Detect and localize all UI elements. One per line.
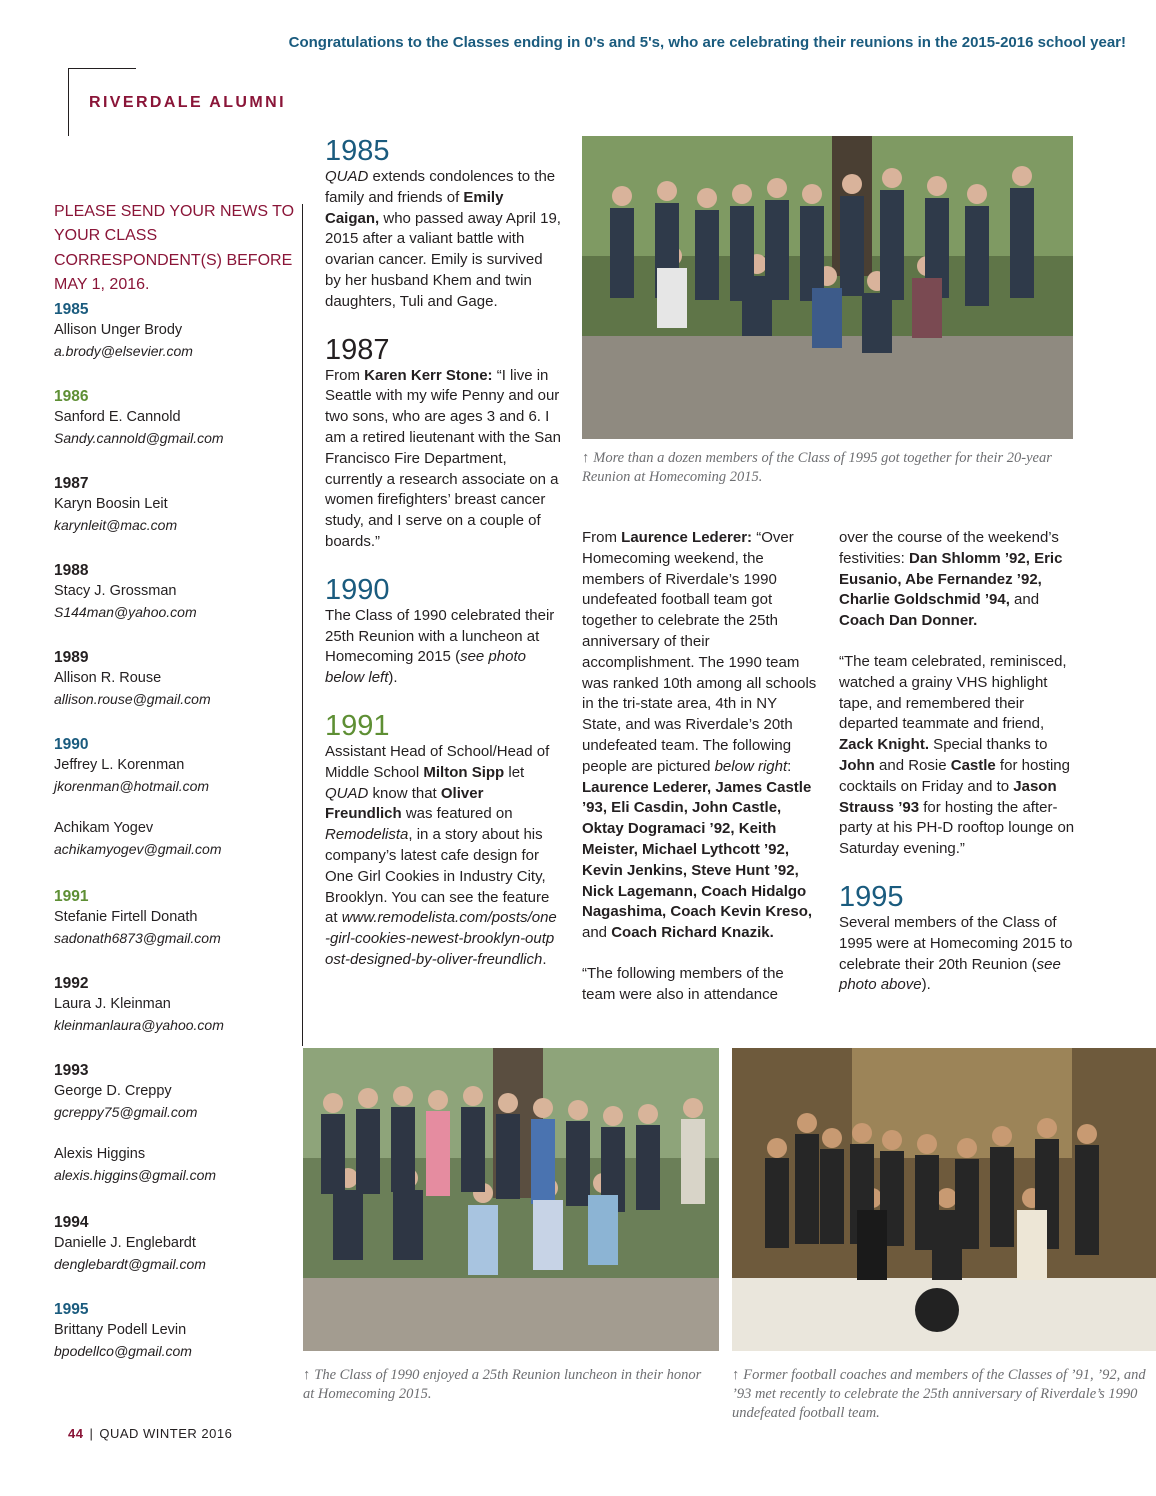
- feature-url: www.remodelista.com/posts/one-girl-cookies-newest-brooklyn-outpost-designed-by-oliver-freundlich: [325, 909, 557, 968]
- page-footer: [68, 1426, 232, 1441]
- correspondent-email[interactable]: S144man@yahoo.com: [54, 604, 197, 620]
- up-arrow-icon: ↑: [732, 1367, 740, 1383]
- class-1991-news: 1991 Assistant Head of School/Head of Middle School Milton Sipp let QUAD know that Oliver Freundlich was featured on Remodelista, in a story about his company’s latest cafe design for One Girl Cookies in Industry City, Brooklyn. You can see the feature at www.remodelista.com/posts/one-girl-cookies-newest-brooklyn-outpost-designed-by-oliver-freundlich.: [325, 711, 561, 971]
- correspondent: [54, 1144, 216, 1186]
- correspondent-year: 1992: [54, 975, 89, 992]
- correspondent-entry: [54, 560, 294, 647]
- bottom-right-caption: ↑ Former football coaches and members of the Classes of ’91, ’92, and ’93 met recently to celebrate the 25th anniversary of Riverdale’s 1990 undefeated football team.: [732, 1367, 1146, 1421]
- bottom-left-caption: ↑ The Class of 1990 enjoyed a 25th Reunion luncheon in their honor at Homecoming 2015.: [303, 1367, 702, 1402]
- correspondent: [54, 1320, 192, 1362]
- sidebar-message: PLEASE SEND YOUR NEWS TO YOUR CLASS CORRESPONDENT(S) BEFORE MAY 1, 2016.: [54, 203, 295, 294]
- correspondent-name: Brittany Podell Levin: [54, 1322, 187, 1338]
- class-of-1995-photo: [582, 136, 1073, 439]
- class-1985-news: 1985 QUAD extends condolences to the family and friends of Emily Caigan, who passed away April 19, 2015 after a valiant battle with ovarian cancer. Emily is survived by her husband Khem and twin daughters, Tuli and Gage.: [325, 135, 561, 310]
- correspondent-entry: [54, 1299, 294, 1386]
- correspondent-name: Sanford E. Cannold: [54, 409, 181, 425]
- correspondent-email[interactable]: karynleit@mac.com: [54, 517, 178, 533]
- correspondent-name: Jeffrey L. Korenman: [54, 757, 185, 773]
- column-2: From Laurence Lederer: “Over Homecoming weekend, the members of Riverdale’s 1990 undefeated football team got together to celebrate the 25th anniversary of their accomplishment. The 1990 team was ranked 10th among all schools in the tri-state area, 4th in NY State, and was Riverdale’s 20th undefeated team. The following people are pictured below right: Laurence Lederer, James Castle ’93, Eli Casdin, John Castle, Oktay Dogramaci ’92, Keith Meister, Michael Lythcott ’92, Kevin Jenkins, Steve Hunt ’92, Nick Lagemann, Coach Hidalgo Nagashima, Coach Kevin Kreso, and Coach Richard Knazik. “The following members of the team were also in attendance: [582, 529, 817, 1003]
- correspondent-name: Danielle J. Englebardt: [54, 1235, 196, 1251]
- sidebar-divider: [302, 204, 303, 1046]
- correspondent-entry: [54, 734, 294, 886]
- column-1: [325, 136, 561, 971]
- year-heading-1995: 1995: [839, 880, 904, 913]
- section-label: RIVERDALE ALUMNI: [89, 94, 286, 111]
- correspondent-year: 1986: [54, 388, 89, 405]
- quad-title: QUAD: [325, 168, 369, 185]
- correspondent: [54, 1233, 206, 1275]
- correspondent: [54, 407, 224, 449]
- class-1995-news: 1995 Several members of the Class of 1995 were at Homecoming 2015 to celebrate their 20th Reunion (see photo above).: [839, 882, 1075, 996]
- correspondent: [54, 907, 221, 949]
- top-photo-caption: ↑ More than a dozen members of the Class of 1995 got together for their 20-year Reunion at Homecoming 2015.: [582, 450, 1052, 485]
- up-arrow-icon: ↑: [582, 450, 590, 466]
- correspondent-email[interactable]: sadonath6873@gmail.com: [54, 930, 221, 946]
- team-names: Laurence Lederer, James Castle ’93, Eli Casdin, John Castle, Oktay Dogramaci ’92, Keith Meister, Michael Lythcott ’92, Kevin Jenkins, Steve Hunt ’92, Nick Lagemann, Coach Hidalgo Nagashima, Coach Kevin Kreso,: [582, 778, 813, 921]
- publication-title: QUAD WINTER 2016: [99, 1426, 233, 1441]
- correspondent-name: George D. Creppy: [54, 1083, 172, 1099]
- correspondent-email[interactable]: alexis.higgins@gmail.com: [54, 1167, 217, 1183]
- correspondent-email[interactable]: a.brody@elsevier.com: [54, 343, 193, 359]
- correspondent-entry: [54, 386, 294, 473]
- correspondent-name: Laura J. Kleinman: [54, 996, 171, 1012]
- up-arrow-icon: ↑: [303, 1367, 311, 1383]
- person-name: Emily Caigan,: [325, 188, 504, 227]
- correspondent-email[interactable]: gcreppy75@gmail.com: [54, 1104, 198, 1120]
- person-name: Laurence Lederer:: [621, 529, 753, 546]
- year-heading-1991: 1991: [325, 709, 390, 742]
- year-heading-1987: 1987: [325, 333, 390, 366]
- year-heading-1985: 1985: [325, 135, 390, 167]
- correspondent-name: Stacy J. Grossman: [54, 583, 177, 599]
- correspondent-name: Allison Unger Brody: [54, 322, 183, 338]
- correspondent-year: 1991: [54, 888, 89, 905]
- correspondent-email[interactable]: denglebardt@gmail.com: [54, 1256, 206, 1272]
- correspondent: [54, 1081, 197, 1123]
- class-of-1990-photo: [303, 1048, 719, 1351]
- correspondent-email[interactable]: allison.rouse@gmail.com: [54, 691, 211, 707]
- person-name: Karen Kerr Stone:: [364, 366, 493, 384]
- year-heading-1990: 1990: [325, 573, 390, 606]
- class-correspondent-directory: [54, 299, 294, 1386]
- correspondent-year: 1994: [54, 1214, 89, 1231]
- correspondent-email[interactable]: Sandy.cannold@gmail.com: [54, 430, 224, 446]
- correspondent: [54, 320, 193, 362]
- correspondent-entry: [54, 1060, 294, 1212]
- column-3: over the course of the weekend’s festivities: Dan Shlomm ’92, Eric Eusanio, Abe Fernandez ’92, Charlie Goldschmid ’94, and Coach Dan Donner. “The team celebrated, reminisced, watched a grainy VHS highlight tape, and remembered their departed teammate and friend, Zack Knight. Special thanks to John and Rosie Castle for hosting cocktails on Friday and to Jason Strauss ’93 for hosting the after-party at his PH-D rooftop lounge on Saturday evening.” 1995 Several members of the Class of 1995 were at Homecoming 2015 to celebrate their 20th Reunion (see photo above).: [839, 528, 1075, 996]
- page-number: 44: [68, 1426, 84, 1441]
- correspondent-year: 1993: [54, 1062, 89, 1079]
- class-1987-news: 1987 From Karen Kerr Stone: “I live in Seattle with my wife Penny and our two sons, who are ages 3 and 6. I am a retired lieutenant with the San Francisco Fire Department, currently a research associate on a women firefighters’ breast cancer study, and I serve on a couple of boards.”: [325, 333, 561, 550]
- correspondent-entry: [54, 886, 294, 973]
- correspondent-year: 1985: [54, 301, 89, 318]
- correspondent: [54, 818, 222, 860]
- correspondent-entry: [54, 1212, 294, 1299]
- footer-separator: |: [89, 1426, 94, 1441]
- class-1990-news: 1990 The Class of 1990 celebrated their 25th Reunion with a luncheon at Homecoming 2015 (see photo below left).: [325, 575, 561, 689]
- football-team-reunion-photo: [732, 1048, 1156, 1351]
- correspondent-email[interactable]: kleinmanlaura@yahoo.com: [54, 1017, 224, 1033]
- correspondent: [54, 755, 209, 797]
- correspondent-entry: [54, 973, 294, 1060]
- correspondent-name: Alexis Higgins: [54, 1146, 146, 1162]
- correspondent-name: Karyn Boosin Leit: [54, 496, 168, 512]
- correspondent-year: 1988: [54, 562, 89, 579]
- correspondent-entry: [54, 299, 294, 386]
- correspondent-name: Stefanie Firtell Donath: [54, 909, 198, 925]
- correspondent: [54, 994, 224, 1036]
- correspondent-name: Achikam Yogev: [54, 820, 154, 836]
- correspondent: [54, 668, 211, 710]
- correspondent-email[interactable]: bpodellco@gmail.com: [54, 1343, 192, 1359]
- congratulations-banner: Congratulations to the Classes ending in 0's and 5's, who are celebrating their reunions in the 2015-2016 school year!: [288, 34, 1126, 51]
- correspondent-entry: [54, 473, 294, 560]
- correspondent: [54, 494, 177, 536]
- correspondent-year: 1995: [54, 1301, 89, 1318]
- correspondent-name: Allison R. Rouse: [54, 670, 162, 686]
- correspondent-year: 1989: [54, 649, 89, 666]
- correspondent: [54, 581, 197, 623]
- correspondent-year: 1990: [54, 736, 89, 753]
- correspondent-email[interactable]: achikamyogev@gmail.com: [54, 841, 222, 857]
- correspondent-email[interactable]: jkorenman@hotmail.com: [54, 778, 210, 794]
- correspondent-year: 1987: [54, 475, 89, 492]
- correspondent-entry: [54, 647, 294, 734]
